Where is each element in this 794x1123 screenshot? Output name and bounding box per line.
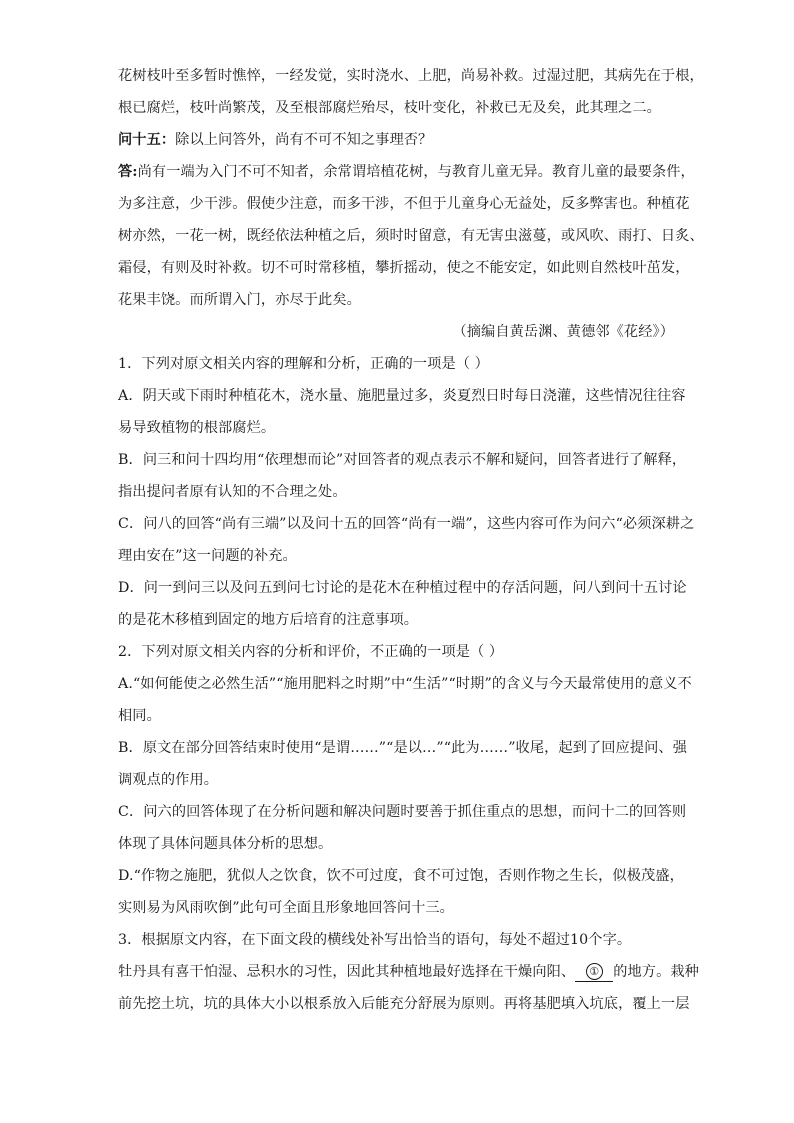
answer-label: 答: <box>118 164 138 180</box>
document-page <box>118 60 704 1020</box>
passage-text-after-blank: 的地方。栽种 <box>613 964 699 980</box>
answer-line-5: 花果丰饶。而所谓入门，亦尽于此矣。 <box>118 292 361 308</box>
question-1-option-d-line-2: 的是花木移植到固定的地方后培育的注意事项。 <box>118 612 419 628</box>
question-1-stem: 1．下列对原文相关内容的理解和分析，正确的一项是（ ） <box>118 356 489 372</box>
question-3-passage-line-1 <box>118 956 699 988</box>
answer-line-4: 霜侵，有则及时补救。切不可时常移植，攀折摇动，使之不能安定，如此则自然枝叶茁发， <box>118 260 690 276</box>
question-15-text: 除以上问答外，尚有不可不知之事理否？ <box>175 132 433 148</box>
answer-line-2: 为多注意，少干涉。假使少注意，而多干涉，不但于儿童身心无益处，反多弊害也。种植花 <box>118 196 690 212</box>
question-2-option-d-line-2: 实则易为风雨吹倒”此句可全面且形象地回答问十三。 <box>118 900 454 916</box>
question-1-option-b-line-2: 指出提问者原有认知的不合理之处。 <box>118 484 347 500</box>
question-2-option-d-line-1: D.“作物之施肥，犹似人之饮食，饮不可过度，食不可过饱，否则作物之生长，似极茂盛， <box>118 868 684 884</box>
answer-line-3: 树亦然，一花一树，既经依法种植之后，须时时留意，有无害虫滋蔓，或风吹、雨打、日炙、 <box>118 228 704 244</box>
question-1-option-c-line-2: 理由安在”这一问题的补充。 <box>118 548 297 564</box>
intro-line-1: 花树枝叶至多暂时憔悴，一经发觉，实时浇水、上肥，尚易补救。过湿过肥，其病先在于根， <box>118 68 704 84</box>
question-1-option-a-line-1: A．阴天或下雨时种植花木，浇水量、施肥量过多，炎夏烈日时每日浇灌，这些情况往往容 <box>118 388 686 404</box>
source-citation: （摘编自黄岳渊、黄德邻《花经》） <box>452 324 674 340</box>
question-3-stem: 3．根据原文内容，在下面文段的横线处补写出恰当的语句，每处不超过10个字。 <box>118 932 632 948</box>
question-1-option-d-line-1: D．问一到问三以及问五到问七讨论的是花木在种植过程中的存活问题，问八到问十五讨论 <box>118 580 687 596</box>
question-2-option-b-line-1: B．原文在部分回答结束时使用“是谓……”“是以…”“此为……”收尾，起到了回应提问、强 <box>118 740 687 756</box>
blank-number-marker: ① <box>586 963 603 980</box>
intro-line-2: 根已腐烂，枝叶尚繁茂，及至根部腐烂殆尽，枝叶变化，补救已无及矣，此其理之二。 <box>118 100 661 116</box>
answer-text-1: 尚有一端为入门不可不知者，余常谓培植花树，与教育儿童无异。教育儿童的最要条件， <box>137 164 695 180</box>
question-15-label: 问十五： <box>118 132 176 148</box>
question-2-stem: 2．下列对原文相关内容的分析和评价，不正确的一项是（ ） <box>118 644 504 660</box>
question-1-option-b-line-1: B．问三和问十四均用“依理想而论”对回答者的观点表示不解和疑问，回答者进行了解释， <box>118 452 687 468</box>
question-2-option-a-line-2: 相同。 <box>118 708 161 724</box>
question-2-option-c-line-2: 体现了具体问题具体分析的思想。 <box>118 836 333 852</box>
question-2-option-c-line-1: C．问六的回答体现了在分析问题和解决问题时要善于抓住重点的思想，而问十二的回答则 <box>118 804 687 820</box>
question-1-option-a-line-2: 易导致植物的根部腐烂。 <box>118 420 276 436</box>
question-15 <box>118 124 678 156</box>
question-3-passage-line-2: 前先挖土坑，坑的具体大小以根系放入后能充分舒展为原则。再将基肥填入坑底，覆上一层 <box>118 996 690 1012</box>
question-1-option-c-line-1: C．问八的回答“尚有三端”以及问十五的回答“尚有一端”，这些内容可作为问六“必须深耕之 <box>118 516 695 532</box>
answer-blank-1[interactable] <box>575 963 613 982</box>
question-2-option-a-line-1: A.“如何能使之必然生活”“施用肥料之时期”中“生活”“时期”的含义与今天最常使用的意义不 <box>118 676 692 692</box>
answer-line-1 <box>118 156 695 188</box>
passage-text-before-blank: 牡丹具有喜干怕湿、忌积水的习性，因此其种植地最好选择在干燥向阳、 <box>118 964 576 980</box>
question-2-option-b-line-2: 调观点的作用。 <box>118 772 219 788</box>
